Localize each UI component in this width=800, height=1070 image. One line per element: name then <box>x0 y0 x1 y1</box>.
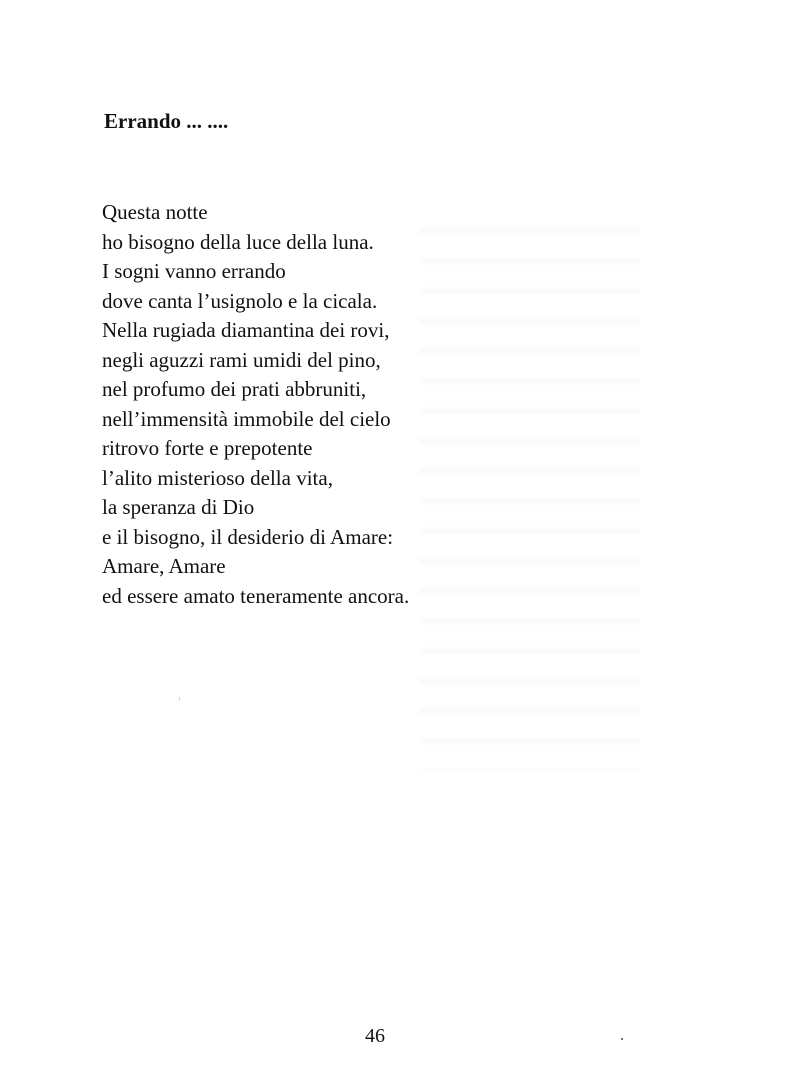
poem-line: l’alito misterioso della vita, <box>102 465 333 490</box>
poem-line: negli aguzzi rami umidi del pino, <box>102 347 381 372</box>
poem-line: la speranza di Dio <box>102 495 255 519</box>
poem-line: Amare, Amare <box>102 554 226 578</box>
poem-line: nell’immensità immobile del cielo <box>102 406 391 431</box>
poem-line: dove canta l’usignolo e la cicala. <box>102 288 378 313</box>
poem-title: Errando ... .... <box>104 109 229 133</box>
poem-line: ed essere amato teneramente ancora. <box>102 583 410 608</box>
scan-speck <box>179 697 180 700</box>
poem-line: ho bisogno della luce della luna. <box>102 229 374 254</box>
poem-line: Questa notte <box>102 200 208 224</box>
poem-line: e il bisogno, il desiderio di Amare: <box>102 524 394 549</box>
poem-line: I sogni vanno errando <box>102 259 286 283</box>
bleed-through-shadow <box>420 210 640 770</box>
page-number: 46 <box>365 1025 385 1047</box>
scan-speck <box>621 1038 623 1040</box>
poem-line: Nella rugiada diamantina dei rovi, <box>102 318 390 342</box>
poem-line: nel profumo dei prati abbruniti, <box>102 377 367 401</box>
poem-line: ritrovo forte e prepotente <box>102 436 313 460</box>
poem-body <box>102 198 409 611</box>
